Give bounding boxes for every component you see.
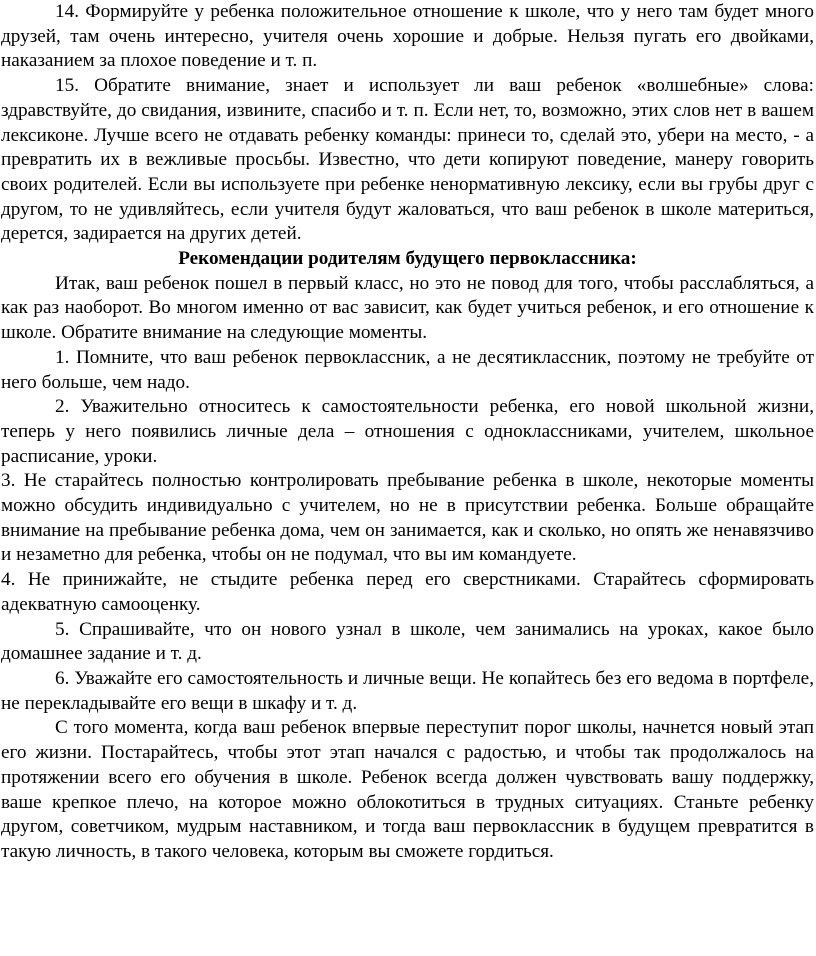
section-heading: Рекомендации родителям будущего первоклассника: [178,248,637,270]
paragraph-15: 15. Обратите внимание, знает и использует ли ваш ребенок «волшебные» слова: здравствуйте, до свидания, извините, спасибо и т. п. Если нет, то, возможно, этих слов нет в вашем лексиконе. Лучше всего не отдавать ребенку команды: принеси то, сделай это, убери на место, - а превратить их в вежливые просьбы. Известно, что дети копируют поведение, манеру говорить своих родителей. Если вы используете при ребенке ненормативную лексику, если вы грубы друг с другом, то не удивляйтесь, если учителя будут жаловаться, что ваш ребенок в школе материться, дерется, задирается на других детей. [1,75,814,245]
closing-paragraph: С того момента, когда ваш ребенок впервые переступит порог школы, начнется новый этап его жизни. Постарайтесь, чтобы этот этап начался с радостью, и чтобы так продолжалось на протяжении всего его обучения в школе. Ребенок всегда должен чувствовать вашу поддержку, ваше крепкое плечо, на которое можно облокотиться в трудных ситуациях. Станьте ребенку другом, советчиком, мудрым наставником, и тогда ваш первоклассник в будущем превратится в такую личность, в такого человека, которым вы сможете гордиться. [1,717,814,862]
recommendation-1: 1. Помните, что ваш ребенок первоклассник, а не десятиклассник, поэтому не требуйте от него больше, чем надо. [1,346,814,393]
recommendation-2: 2. Уважительно относитесь к самостоятельности ребенка, его новой школьной жизни, теперь у него появились личные дела – отношения с одноклассниками, учителем, школьное расписание, уроки. [1,396,814,467]
recommendation-6: 6. Уважайте его самостоятельность и личные вещи. Не копайтесь без его ведома в портфеле, не перекладывайте его вещи в шкафу и т. д. [1,667,814,714]
recommendation-4: 4. Не принижайте, не стыдите ребенка перед его сверстниками. Старайтесь сформировать адекватную самооценку. [1,569,814,615]
paragraph-14: 14. Формируйте у ребенка положительное отношение к школе, что у него там будет много друзей, там очень интересно, учителя очень хорошие и добрые. Нельзя пугать его двойками, наказанием за плохое поведение и т. п. [1,1,814,72]
intro-paragraph: Итак, ваш ребенок пошел в первый класс, но это не повод для того, чтобы расслабляться, а как раз наоборот. Во многом именно от вас зависит, как будет учиться ребенок, и его отношение к школе. Обратите внимание на следующие моменты. [1,272,814,344]
recommendation-3: 3. Не старайтесь полностью контролировать пребывание ребенка в школе, некоторые моменты можно обсудить индивидуально с учителем, но не в присутствии ребенка. Больше обращайте внимание на пребывание ребенка дома, чем он занимается, как и сколько, но опять же ненавязчиво и незаметно для ребенка, чтобы он не подумал, что вы им командуете. [1,470,814,566]
recommendation-5: 5. Спрашивайте, что он нового узнал в школе, чем занимались на уроках, какое было домашнее задание и т. д. [1,618,814,665]
